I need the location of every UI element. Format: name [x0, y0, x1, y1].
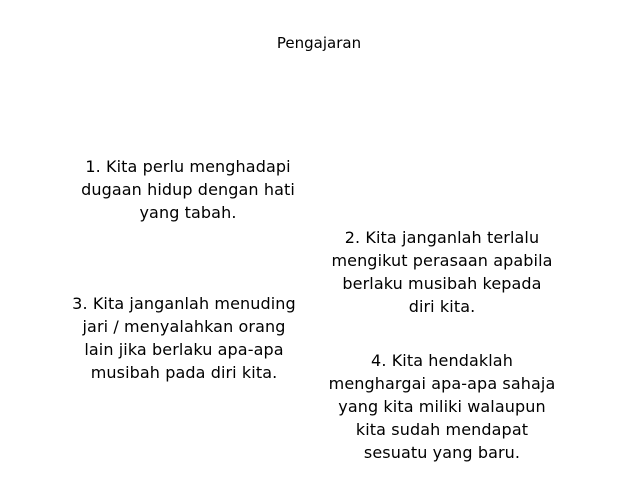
point-3: [56, 292, 312, 384]
point-1-line-3: yang tabah.: [139, 203, 237, 222]
point-4: [314, 349, 570, 464]
point-1-line-2: dugaan hidup dengan hati: [81, 180, 295, 199]
point-3-line-4: musibah pada diri kita.: [90, 363, 278, 382]
point-2-line-2: mengikut perasaan apabila: [331, 251, 553, 270]
point-1: [60, 155, 316, 224]
point-2-line-3: berlaku musibah kepada: [342, 274, 542, 293]
point-3-line-1: 3. Kita janganlah menuding: [72, 294, 296, 313]
point-2-line-4: diri kita.: [408, 297, 476, 316]
point-3-line-2: jari / menyalahkan orang: [82, 317, 286, 336]
point-3-line-3: lain jika berlaku apa-apa: [84, 340, 284, 359]
point-4-line-4: kita sudah mendapat: [355, 420, 529, 439]
slide-title: Pengajaran: [276, 34, 362, 52]
point-2-line-1: 2. Kita janganlah terlalu: [344, 228, 540, 247]
point-4-line-1: 4. Kita hendaklah: [371, 351, 513, 370]
point-4-line-2: menghargai apa-apa sahaja: [328, 374, 556, 393]
point-2: [314, 226, 570, 318]
point-4-line-5: sesuatu yang baru.: [363, 443, 521, 462]
point-4-line-3: yang kita miliki walaupun: [338, 397, 546, 416]
point-1-line-1: 1. Kita perlu menghadapi: [85, 157, 291, 176]
